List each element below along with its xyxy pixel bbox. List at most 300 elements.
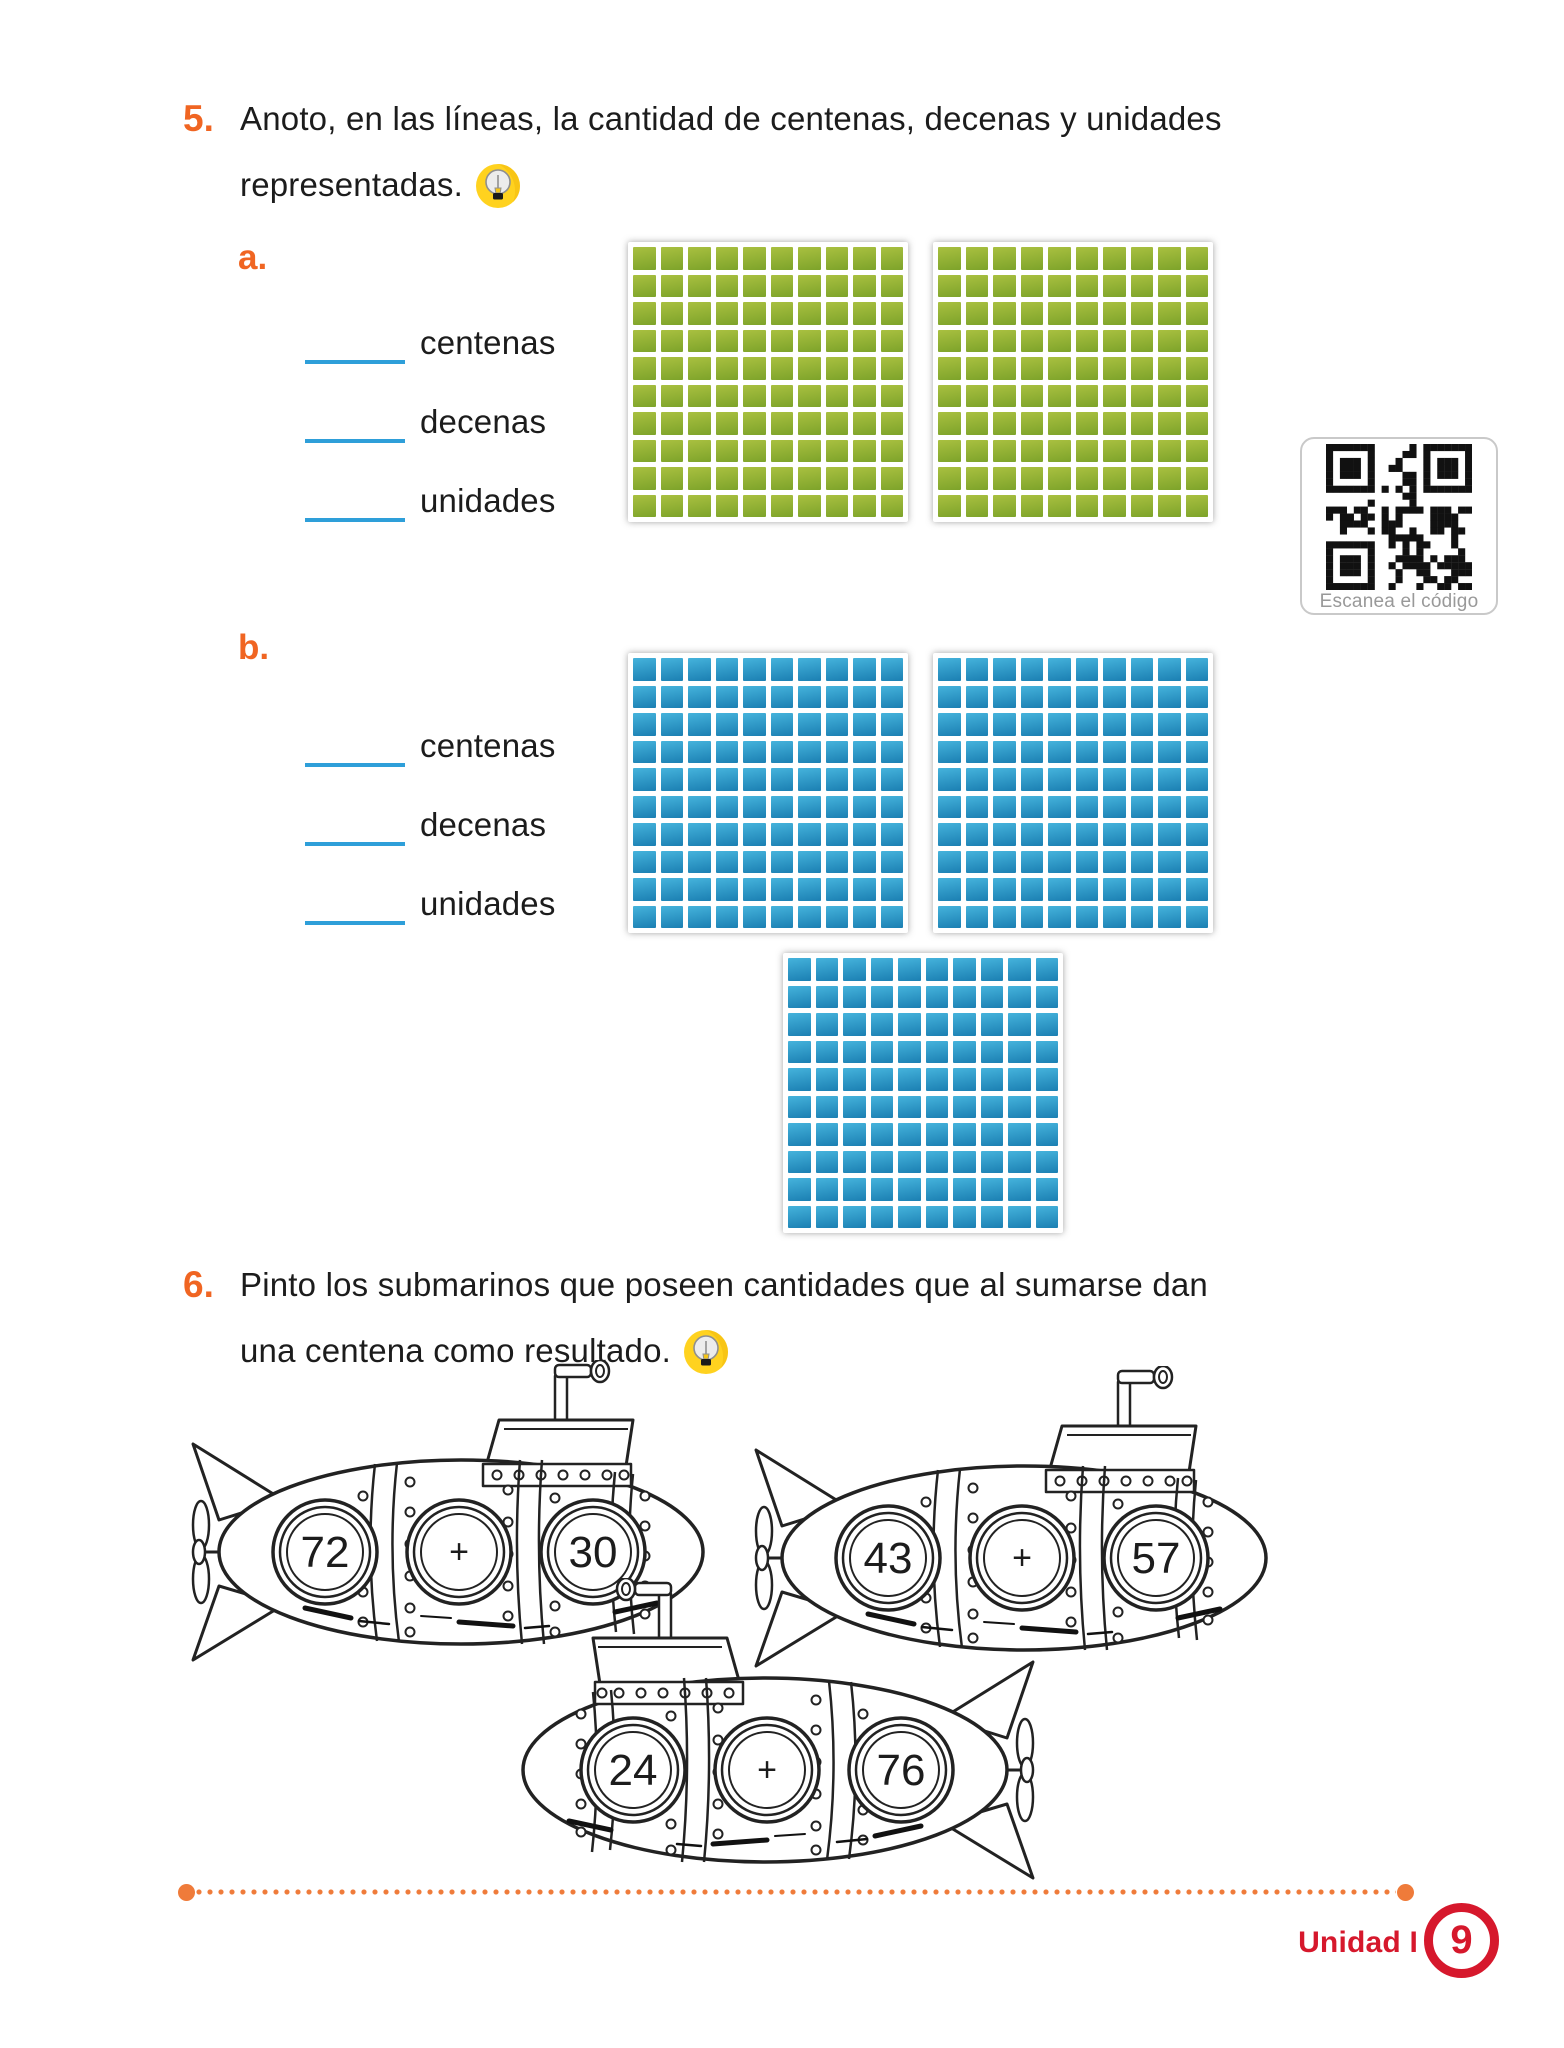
base-ten-unit-cell	[826, 495, 849, 518]
base-ten-unit-cell	[853, 412, 876, 435]
base-ten-unit-cell	[688, 906, 711, 929]
exercise5-heading-line1: Anoto, en las líneas, la cantidad de centenas, decenas y unidades	[240, 100, 1222, 137]
base-ten-unit-cell	[1021, 385, 1044, 408]
base-ten-unit-cell	[1008, 1013, 1031, 1036]
base-ten-unit-cell	[826, 357, 849, 380]
base-ten-unit-cell	[1036, 1123, 1059, 1146]
base-ten-unit-cell	[798, 495, 821, 518]
base-ten-unit-cell	[993, 412, 1016, 435]
base-ten-unit-cell	[1036, 958, 1059, 981]
base-ten-unit-cell	[966, 302, 989, 325]
submarine2-right-number: 57	[1131, 1534, 1181, 1583]
base-ten-unit-cell	[926, 1068, 949, 1091]
base-ten-unit-cell	[1076, 686, 1099, 709]
base-ten-unit-cell	[993, 467, 1016, 490]
base-ten-unit-cell	[633, 713, 656, 736]
base-ten-unit-cell	[1103, 796, 1126, 819]
base-ten-unit-cell	[1021, 495, 1044, 518]
base-ten-unit-cell	[1186, 686, 1209, 709]
base-ten-unit-cell	[853, 357, 876, 380]
base-ten-unit-cell	[1103, 823, 1126, 846]
base-ten-unit-cell	[771, 302, 794, 325]
base-ten-unit-cell	[993, 906, 1016, 929]
base-ten-unit-cell	[798, 796, 821, 819]
base-ten-unit-cell	[1158, 275, 1181, 298]
base-ten-unit-cell	[993, 768, 1016, 791]
base-ten-unit-cell	[633, 768, 656, 791]
base-ten-unit-cell	[1186, 658, 1209, 681]
submarine1-left-number: 72	[300, 1528, 350, 1577]
page-number-badge	[1424, 1903, 1499, 1978]
base-ten-unit-cell	[798, 275, 821, 298]
base-ten-unit-cell	[1008, 958, 1031, 981]
base-ten-unit-cell	[788, 1178, 811, 1201]
base-ten-unit-cell	[1186, 412, 1209, 435]
base-ten-unit-cell	[1186, 823, 1209, 846]
lightbulb-hint-icon	[475, 163, 521, 209]
answer-row-b-unidades	[305, 879, 556, 925]
base-ten-unit-cell	[871, 1123, 894, 1146]
base-ten-unit-cell	[1158, 440, 1181, 463]
base-ten-unit-cell	[798, 906, 821, 929]
base-ten-unit-cell	[771, 440, 794, 463]
base-ten-unit-cell	[938, 823, 961, 846]
base-ten-unit-cell	[743, 275, 766, 298]
answer-label-b-unidades: unidades	[420, 885, 556, 922]
base-ten-unit-cell	[898, 1151, 921, 1174]
base-ten-unit-cell	[743, 440, 766, 463]
base-ten-unit-cell	[816, 1206, 839, 1229]
base-ten-unit-cell	[743, 357, 766, 380]
base-ten-unit-cell	[843, 1041, 866, 1064]
base-ten-unit-cell	[1103, 741, 1126, 764]
base-ten-unit-cell	[1021, 467, 1044, 490]
base-ten-unit-cell	[633, 247, 656, 270]
footer-dotted-line	[196, 1886, 1396, 1898]
base-ten-unit-cell	[1076, 440, 1099, 463]
base-ten-unit-cell	[1186, 495, 1209, 518]
base-ten-unit-cell	[688, 302, 711, 325]
base-ten-unit-cell	[1021, 302, 1044, 325]
base-ten-unit-cell	[1048, 823, 1071, 846]
base-ten-unit-cell	[771, 768, 794, 791]
base-ten-unit-cell	[853, 247, 876, 270]
base-ten-unit-cell	[1131, 385, 1154, 408]
base-ten-unit-cell	[981, 1151, 1004, 1174]
base-ten-unit-cell	[661, 796, 684, 819]
base-ten-unit-cell	[1076, 658, 1099, 681]
base-ten-unit-cell	[798, 878, 821, 901]
base-ten-unit-cell	[1076, 768, 1099, 791]
base-ten-unit-cell	[881, 796, 904, 819]
base-ten-unit-cell	[1008, 1041, 1031, 1064]
base-ten-unit-cell	[1131, 275, 1154, 298]
submarine3-right-number: 76	[876, 1746, 926, 1795]
base-ten-unit-cell	[661, 823, 684, 846]
base-ten-unit-cell	[826, 247, 849, 270]
base-ten-unit-cell	[853, 330, 876, 353]
base-ten-unit-cell	[798, 330, 821, 353]
base-ten-unit-cell	[1048, 768, 1071, 791]
base-ten-unit-cell	[938, 330, 961, 353]
base-ten-unit-cell	[898, 1178, 921, 1201]
base-ten-unit-cell	[881, 330, 904, 353]
base-ten-unit-cell	[633, 823, 656, 846]
base-ten-unit-cell	[1021, 796, 1044, 819]
base-ten-unit-cell	[1076, 796, 1099, 819]
base-ten-unit-cell	[1186, 357, 1209, 380]
base-ten-unit-cell	[743, 686, 766, 709]
answer-row-a-centenas	[305, 318, 556, 364]
exercise6-number: 6.	[183, 1264, 214, 1305]
base-ten-unit-cell	[1186, 275, 1209, 298]
base-ten-unit-cell	[926, 1206, 949, 1229]
base-ten-unit-cell	[953, 986, 976, 1009]
base-ten-unit-cell	[1186, 713, 1209, 736]
base-ten-unit-cell	[1158, 385, 1181, 408]
base-ten-unit-cell	[938, 768, 961, 791]
base-ten-unit-cell	[771, 412, 794, 435]
base-ten-unit-cell	[743, 741, 766, 764]
base-ten-unit-cell	[993, 713, 1016, 736]
base-ten-unit-cell	[716, 440, 739, 463]
base-ten-unit-cell	[993, 357, 1016, 380]
base-ten-unit-cell	[938, 851, 961, 874]
base-ten-unit-cell	[1048, 878, 1071, 901]
base-ten-unit-cell	[1048, 330, 1071, 353]
base-ten-unit-cell	[1131, 412, 1154, 435]
base-ten-unit-cell	[1021, 247, 1044, 270]
base-ten-unit-cell	[1048, 658, 1071, 681]
base-ten-unit-cell	[716, 357, 739, 380]
base-ten-unit-cell	[688, 713, 711, 736]
base-ten-unit-cell	[1158, 302, 1181, 325]
base-ten-unit-cell	[1008, 1206, 1031, 1229]
base-ten-unit-cell	[716, 658, 739, 681]
base-ten-unit-cell	[1021, 768, 1044, 791]
base-ten-unit-cell	[743, 247, 766, 270]
base-ten-unit-cell	[716, 302, 739, 325]
base-ten-unit-cell	[633, 878, 656, 901]
hundred-block-blue-2	[933, 653, 1213, 933]
base-ten-unit-cell	[993, 385, 1016, 408]
base-ten-unit-cell	[1048, 302, 1071, 325]
answer-blank-a-decenas[interactable]	[305, 397, 405, 443]
base-ten-unit-cell	[953, 1041, 976, 1064]
base-ten-unit-cell	[843, 958, 866, 981]
base-ten-unit-cell	[1021, 275, 1044, 298]
base-ten-unit-cell	[881, 467, 904, 490]
base-ten-unit-cell	[966, 823, 989, 846]
base-ten-unit-cell	[826, 878, 849, 901]
base-ten-unit-cell	[743, 412, 766, 435]
base-ten-unit-cell	[938, 658, 961, 681]
base-ten-unit-cell	[853, 768, 876, 791]
base-ten-unit-cell	[966, 412, 989, 435]
base-ten-unit-cell	[826, 741, 849, 764]
base-ten-unit-cell	[771, 686, 794, 709]
base-ten-unit-cell	[816, 1013, 839, 1036]
base-ten-unit-cell	[826, 275, 849, 298]
base-ten-unit-cell	[871, 1041, 894, 1064]
base-ten-unit-cell	[1158, 330, 1181, 353]
base-ten-unit-cell	[1021, 686, 1044, 709]
base-ten-unit-cell	[788, 986, 811, 1009]
base-ten-unit-cell	[966, 658, 989, 681]
base-ten-unit-cell	[898, 1206, 921, 1229]
base-ten-unit-cell	[816, 1096, 839, 1119]
base-ten-unit-cell	[1048, 906, 1071, 929]
base-ten-unit-cell	[881, 906, 904, 929]
base-ten-unit-cell	[953, 1178, 976, 1201]
base-ten-unit-cell	[716, 686, 739, 709]
base-ten-unit-cell	[1008, 1151, 1031, 1174]
base-ten-unit-cell	[1131, 495, 1154, 518]
base-ten-unit-cell	[1103, 247, 1126, 270]
base-ten-unit-cell	[1131, 768, 1154, 791]
base-ten-unit-cell	[798, 357, 821, 380]
base-ten-unit-cell	[798, 658, 821, 681]
base-ten-unit-cell	[633, 385, 656, 408]
base-ten-unit-cell	[1076, 275, 1099, 298]
base-ten-unit-cell	[938, 467, 961, 490]
base-ten-unit-cell	[881, 851, 904, 874]
base-ten-unit-cell	[688, 796, 711, 819]
answer-label-a-centenas: centenas	[420, 324, 556, 361]
base-ten-unit-cell	[1076, 302, 1099, 325]
base-ten-unit-cell	[771, 906, 794, 929]
base-ten-unit-cell	[1158, 741, 1181, 764]
base-ten-unit-cell	[743, 796, 766, 819]
base-ten-unit-cell	[816, 1041, 839, 1064]
base-ten-unit-cell	[1076, 741, 1099, 764]
base-ten-unit-cell	[966, 741, 989, 764]
base-ten-unit-cell	[1158, 713, 1181, 736]
base-ten-unit-cell	[1076, 823, 1099, 846]
base-ten-unit-cell	[1186, 302, 1209, 325]
base-ten-unit-cell	[926, 1123, 949, 1146]
base-ten-unit-cell	[798, 440, 821, 463]
base-ten-unit-cell	[688, 495, 711, 518]
base-ten-unit-cell	[898, 1013, 921, 1036]
base-ten-unit-cell	[826, 686, 849, 709]
base-ten-unit-cell	[771, 330, 794, 353]
base-ten-unit-cell	[1131, 302, 1154, 325]
base-ten-unit-cell	[853, 851, 876, 874]
base-ten-unit-cell	[798, 851, 821, 874]
base-ten-unit-cell	[1103, 768, 1126, 791]
base-ten-unit-cell	[898, 1041, 921, 1064]
base-ten-unit-cell	[966, 357, 989, 380]
base-ten-unit-cell	[1186, 796, 1209, 819]
base-ten-unit-cell	[1131, 796, 1154, 819]
base-ten-unit-cell	[898, 986, 921, 1009]
base-ten-unit-cell	[1048, 495, 1071, 518]
base-ten-unit-cell	[1021, 412, 1044, 435]
base-ten-unit-cell	[816, 1151, 839, 1174]
base-ten-unit-cell	[853, 658, 876, 681]
base-ten-unit-cell	[771, 658, 794, 681]
base-ten-unit-cell	[743, 823, 766, 846]
base-ten-unit-cell	[688, 330, 711, 353]
base-ten-unit-cell	[853, 440, 876, 463]
base-ten-unit-cell	[1103, 658, 1126, 681]
base-ten-unit-cell	[633, 412, 656, 435]
base-ten-unit-cell	[1008, 1068, 1031, 1091]
base-ten-unit-cell	[881, 247, 904, 270]
base-ten-unit-cell	[743, 906, 766, 929]
base-ten-unit-cell	[871, 1013, 894, 1036]
base-ten-unit-cell	[716, 768, 739, 791]
submarine3-left-number: 24	[608, 1746, 658, 1795]
base-ten-unit-cell	[981, 958, 1004, 981]
base-ten-unit-cell	[788, 1041, 811, 1064]
base-ten-unit-cell	[661, 467, 684, 490]
answer-label-a-unidades: unidades	[420, 482, 556, 519]
base-ten-unit-cell	[843, 1096, 866, 1119]
base-ten-unit-cell	[743, 385, 766, 408]
base-ten-unit-cell	[853, 495, 876, 518]
base-ten-unit-cell	[1076, 495, 1099, 518]
base-ten-unit-cell	[816, 1068, 839, 1091]
base-ten-unit-cell	[826, 796, 849, 819]
base-ten-unit-cell	[1036, 1013, 1059, 1036]
answer-label-b-decenas: decenas	[420, 806, 547, 843]
base-ten-unit-cell	[981, 986, 1004, 1009]
base-ten-unit-cell	[1036, 1096, 1059, 1119]
base-ten-unit-cell	[688, 357, 711, 380]
base-ten-unit-cell	[938, 412, 961, 435]
base-ten-unit-cell	[881, 275, 904, 298]
base-ten-unit-cell	[1048, 412, 1071, 435]
base-ten-unit-cell	[661, 906, 684, 929]
submarine3-operator: +	[757, 1751, 777, 1789]
base-ten-unit-cell	[1158, 823, 1181, 846]
base-ten-unit-cell	[661, 713, 684, 736]
base-ten-unit-cell	[993, 796, 1016, 819]
base-ten-unit-cell	[716, 741, 739, 764]
base-ten-unit-cell	[1131, 851, 1154, 874]
base-ten-unit-cell	[871, 1151, 894, 1174]
base-ten-unit-cell	[716, 275, 739, 298]
base-ten-unit-cell	[1131, 467, 1154, 490]
portholes	[581, 1718, 953, 1822]
submarine-24-plus-76[interactable]	[503, 1578, 1063, 1888]
base-ten-unit-cell	[633, 658, 656, 681]
footer-dot-right	[1397, 1884, 1414, 1901]
base-ten-unit-cell	[743, 495, 766, 518]
base-ten-unit-cell	[853, 823, 876, 846]
base-ten-unit-cell	[926, 1096, 949, 1119]
base-ten-unit-cell	[743, 330, 766, 353]
base-ten-unit-cell	[1048, 467, 1071, 490]
base-ten-unit-cell	[966, 247, 989, 270]
base-ten-unit-cell	[843, 1151, 866, 1174]
base-ten-unit-cell	[1036, 1068, 1059, 1091]
base-ten-unit-cell	[1021, 713, 1044, 736]
base-ten-unit-cell	[1186, 247, 1209, 270]
qr-caption: Escanea el código	[1319, 591, 1479, 612]
base-ten-unit-cell	[1021, 851, 1044, 874]
base-ten-unit-cell	[798, 741, 821, 764]
base-ten-unit-cell	[966, 878, 989, 901]
base-ten-unit-cell	[1076, 330, 1099, 353]
base-ten-unit-cell	[853, 385, 876, 408]
base-ten-unit-cell	[926, 958, 949, 981]
answer-blank-b-decenas[interactable]	[305, 800, 405, 846]
base-ten-unit-cell	[1048, 713, 1071, 736]
base-ten-unit-cell	[1158, 768, 1181, 791]
base-ten-unit-cell	[826, 768, 849, 791]
base-ten-unit-cell	[1036, 1206, 1059, 1229]
base-ten-unit-cell	[881, 357, 904, 380]
base-ten-unit-cell	[938, 906, 961, 929]
base-ten-unit-cell	[1158, 851, 1181, 874]
base-ten-unit-cell	[1008, 986, 1031, 1009]
base-ten-unit-cell	[1021, 357, 1044, 380]
base-ten-unit-cell	[871, 958, 894, 981]
base-ten-unit-cell	[1048, 851, 1071, 874]
base-ten-unit-cell	[1131, 713, 1154, 736]
base-ten-unit-cell	[953, 1068, 976, 1091]
base-ten-unit-cell	[1158, 686, 1181, 709]
base-ten-unit-cell	[966, 467, 989, 490]
base-ten-unit-cell	[926, 986, 949, 1009]
base-ten-unit-cell	[1186, 851, 1209, 874]
base-ten-unit-cell	[871, 1096, 894, 1119]
base-ten-unit-cell	[716, 385, 739, 408]
page-number: 9	[1450, 1918, 1473, 1962]
submarine1-operator: +	[449, 1533, 469, 1571]
answer-blank-a-unidades[interactable]	[305, 476, 405, 522]
base-ten-unit-cell	[938, 796, 961, 819]
answer-blank-b-centenas[interactable]	[305, 721, 405, 767]
base-ten-unit-cell	[898, 1096, 921, 1119]
base-ten-unit-cell	[853, 878, 876, 901]
base-ten-unit-cell	[1008, 1123, 1031, 1146]
base-ten-unit-cell	[953, 1096, 976, 1119]
base-ten-unit-cell	[771, 357, 794, 380]
base-ten-unit-cell	[938, 247, 961, 270]
base-ten-unit-cell	[688, 878, 711, 901]
base-ten-unit-cell	[993, 823, 1016, 846]
base-ten-unit-cell	[1158, 796, 1181, 819]
answer-row-b-decenas	[305, 800, 546, 846]
base-ten-unit-cell	[981, 1096, 1004, 1119]
base-ten-unit-cell	[1021, 823, 1044, 846]
base-ten-unit-cell	[1048, 440, 1071, 463]
answer-blank-b-unidades[interactable]	[305, 879, 405, 925]
base-ten-unit-cell	[1103, 686, 1126, 709]
base-ten-unit-cell	[1103, 302, 1126, 325]
base-ten-unit-cell	[633, 467, 656, 490]
exercise5-heading-line2	[240, 152, 1222, 218]
base-ten-unit-cell	[826, 440, 849, 463]
base-ten-unit-cell	[1103, 385, 1126, 408]
base-ten-unit-cell	[771, 495, 794, 518]
answer-blank-a-centenas[interactable]	[305, 318, 405, 364]
base-ten-unit-cell	[1131, 823, 1154, 846]
base-ten-unit-cell	[788, 1068, 811, 1091]
base-ten-unit-cell	[1103, 440, 1126, 463]
base-ten-unit-cell	[881, 412, 904, 435]
base-ten-unit-cell	[1076, 713, 1099, 736]
base-ten-unit-cell	[826, 385, 849, 408]
base-ten-unit-cell	[716, 796, 739, 819]
base-ten-unit-cell	[798, 768, 821, 791]
base-ten-unit-cell	[981, 1123, 1004, 1146]
base-ten-unit-cell	[881, 878, 904, 901]
